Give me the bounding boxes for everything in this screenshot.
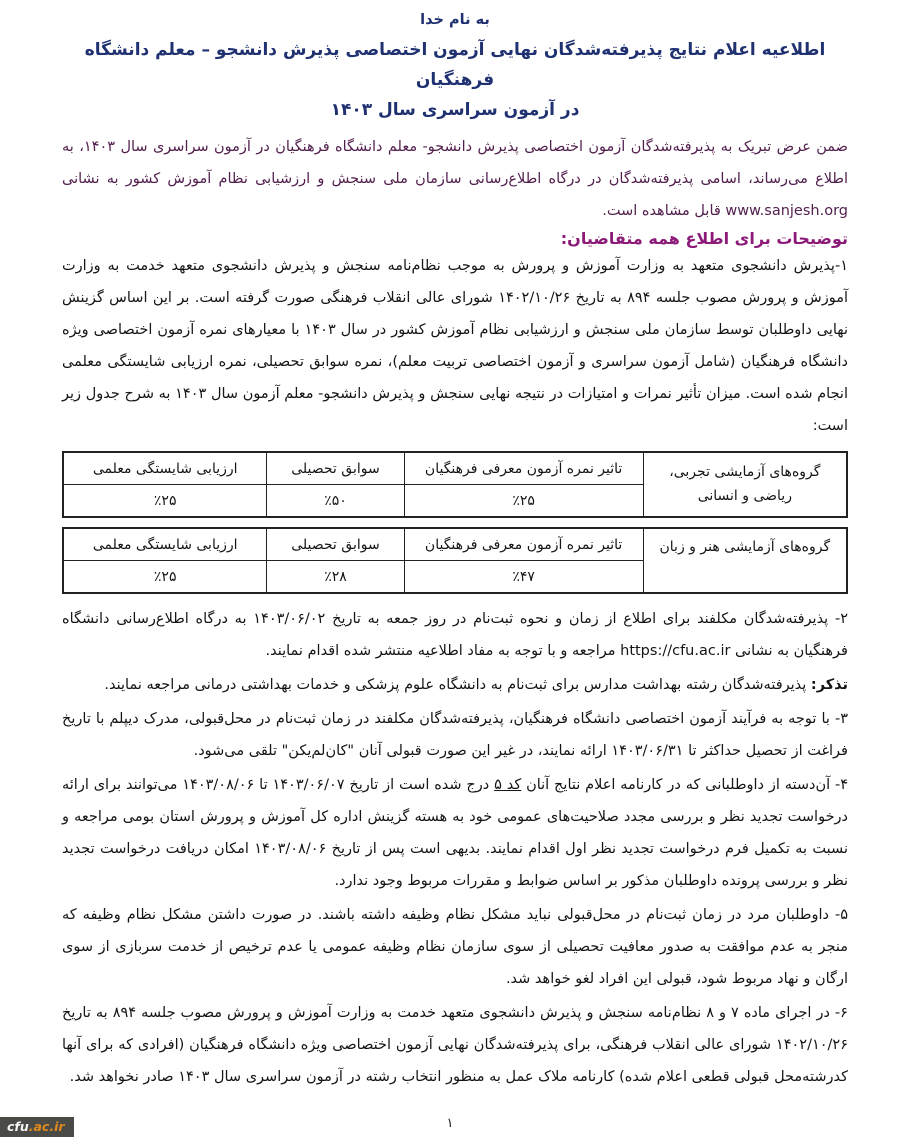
section-heading: توضیحات برای اطلاع همه متقاضیان: (560, 229, 848, 249)
clause-2 (62, 603, 848, 667)
clause-2-text-before: ۲- پذیرفته‌شدگان مکلفند برای اطلاع از زمان و نحوه ثبت‌نام در روز جمعه به تاریخ ۱۴۰۳/۰۶/۰۲ به درگاه اطلاع‌رسانی دانشگاه فرهنگیان به نشانی (62, 611, 848, 660)
table2-value-academic-records: ٪۲۸ (267, 561, 404, 594)
weights-table-art-language (62, 527, 848, 594)
weights-table-experimental-math-humanities (62, 451, 848, 518)
clause-4-text-before: ۴- آن‌دسته از داوطلبانی که در کارنامه اعلام نتایج آنان (526, 777, 849, 794)
table1-header-exam-score: تاثیر نمره آزمون معرفی فرهنگیان (404, 452, 643, 485)
clause-1: ۱-پذیرش دانشجوی متعهد به وزارت آموزش و پرورش به موجب نظام‌نامه سنجش و پذیرش دانشجوی متعهد خدمت به وزارت آموزش و پرورش مصوب جلسه ۸۹۴ به تاریخ ۱۴۰۲/۱۰/۲۶ شورای عالی انقلاب فرهنگی صورت گرفته است. بر این اساس گزینش نهایی داوطلبان توسط سازمان ملی سنجش و ارزشیابی نظام آموزش کشور در سال ۱۴۰۳ با معیارهای نمره آزمون اختصاصی ویژه دانشگاه فرهنگیان (شامل آزمون سراسری و آزمون اختصاصی تربیت معلم)، نمره سوابق تحصیلی، نمره ارزیابی شایستگی معلمی انجام شده است. میزان تأثیر نمرات و امتیازات در نتیجه نهایی سنجش و پذیرش دانشجو- معلم آزمون سال ۱۴۰۳ به شرح جدول زیر است: (62, 258, 849, 435)
table1-header-competency-eval: ارزیابی شایستگی معلمی (63, 452, 267, 485)
table1-header-academic-records: سوابق تحصیلی (267, 452, 404, 485)
table2-header-competency-eval: ارزیابی شایستگی معلمی (63, 528, 267, 561)
table2-group-cell: گروه‌های آزمایشی هنر و زبان (643, 528, 847, 593)
clause-note (62, 669, 848, 701)
clause-2-text-after: مراجعه و با توجه به مفاد اطلاعیه منتشر شده اقدام نمایند. (265, 643, 616, 660)
clause-5: ۵- داوطلبان مرد در زمان ثبت‌نام در محل‌قبولی نباید مشکل نظام وظیفه داشته باشند. در صورت داشتن مشکل نظام وظیفه که منجر به عدم موافقت به صدور معافیت تحصیلی از سوی سازمان نظام وظیفه عمومی یا عدم ترخیص از خدمت سربازی از سوی ارگان و نهاد مربوط شود، قبولی این افراد لغو خواهد شد. (62, 907, 848, 988)
note-text: پذیرفته‌شدگان رشته بهداشت مدارس برای ثبت‌نام به دانشگاه علوم پزشکی و خدمات بهداشتی درمانی مراجعه نمایند. (104, 677, 807, 694)
table2-header-academic-records: سوابق تحصیلی (267, 528, 404, 561)
table1-group-cell (643, 452, 847, 517)
table1-group-line1: گروه‌های آزمایشی تجربی، (669, 463, 821, 480)
cfu-portal-link[interactable]: https://cfu.ac.ir (620, 643, 731, 660)
cfu-watermark-brand: cfu (7, 1119, 29, 1134)
intro-text-before: ضمن عرض تبریک به پذیرفته‌شدگان آزمون اختصاصی پذیرش دانشجو- معلم دانشگاه فرهنگیان در آزمون سراسری سال ۱۴۰۳، به اطلاع می‌رساند، اسامی پذیرفته‌شدگان در درگاه اطلاع‌رسانی سازمان ملی سنجش و ارزشیابی نظام آموزش کشور به نشانی (62, 139, 848, 188)
table2-value-competency-eval: ٪۲۵ (63, 561, 267, 594)
intro-text-after: قابل مشاهده است. (602, 203, 721, 220)
intro-paragraph (62, 131, 848, 227)
table2-header-exam-score: تاثیر نمره آزمون معرفی فرهنگیان (404, 528, 643, 561)
table1-value-academic-records: ٪۵۰ (267, 485, 404, 518)
table1-value-competency-eval: ٪۲۵ (63, 485, 267, 518)
table1-value-exam-score: ٪۲۵ (404, 485, 643, 518)
page-title (62, 36, 848, 125)
page-number: ۱ (446, 1116, 454, 1131)
clause-6: ۶- در اجرای ماده ۷ و ۸ نظام‌نامه سنجش و پذیرش دانشجوی متعهد خدمت به وزارت آموزش و پرورش مصوب جلسه ۸۹۴ به تاریخ ۱۴۰۲/۱۰/۲۶ شورای عالی انقلاب فرهنگی، برای پذیرفته‌شدگان نهایی آزمون اختصاصی ویژه دانشگاه فرهنگیان (افرادی که برای آنها کدرشته‌محل قبولی قطعی اعلام شده) کارنامه ملاک عمل به منظور انتخاب رشته در آزمون سراسری سال ۱۴۰۳ صادر نخواهد شد. (62, 1005, 848, 1086)
page-title-line1: اطلاعیه اعلام نتایج پذیرفته‌شدگان نهایی آزمون اختصاصی پذیرش دانشجو – معلم دانشگاه فرهنگیان (84, 40, 826, 90)
note-label: تذکر: (810, 677, 848, 694)
clause-3: ۳- با توجه به فرآیند آزمون اختصاصی دانشگاه فرهنگیان، پذیرفته‌شدگان مکلفند در زمان ثبت‌نام در محل‌قبولی، مدرک دیپلم با تاریخ فراغت از تحصیل حداکثر تا ۱۴۰۳/۰۶/۳۱ ارائه نمایند، در غیر این صورت قبولی آنان "کان‌لم‌یکن" تلقی می‌شود. (62, 711, 848, 760)
code-5-underlined: کد ۵ (494, 777, 522, 794)
cfu-watermark-suffix: .ac.ir (28, 1119, 65, 1134)
bismillah-text: به نام خدا (420, 12, 490, 28)
page-title-line2: در آزمون سراسری سال ۱۴۰۳ (330, 99, 580, 120)
clause-4 (62, 769, 848, 897)
clause-4-text-after: درج شده است از تاریخ ۱۴۰۳/۰۶/۰۷ تا ۱۴۰۳/۰۸/۰۶ می‌توانند برای ارائه درخواست تجدید نظر و بررسی مجدد صلاحیت‌های عمومی خود به هسته گزینش اداره کل آموزش و پرورش استان بومی مراجعه و نسبت به تکمیل فرم درخواست تجدید نظر اول اقدام نمایند. بدیهی است پس از تاریخ ۱۴۰۳/۰۸/۰۶ امکان دریافت درخواست تجدید نظر و بررسی پرونده داوطلبان مذکور بر اساس ضوابط و مقررات مربوط وجود ندارد. (62, 777, 848, 890)
table2-value-exam-score: ٪۴۷ (404, 561, 643, 594)
cfu-watermark (0, 1117, 74, 1137)
sanjesh-link[interactable]: www.sanjesh.org (725, 203, 848, 220)
table1-group-line2: ریاضی و انسانی (697, 487, 792, 504)
